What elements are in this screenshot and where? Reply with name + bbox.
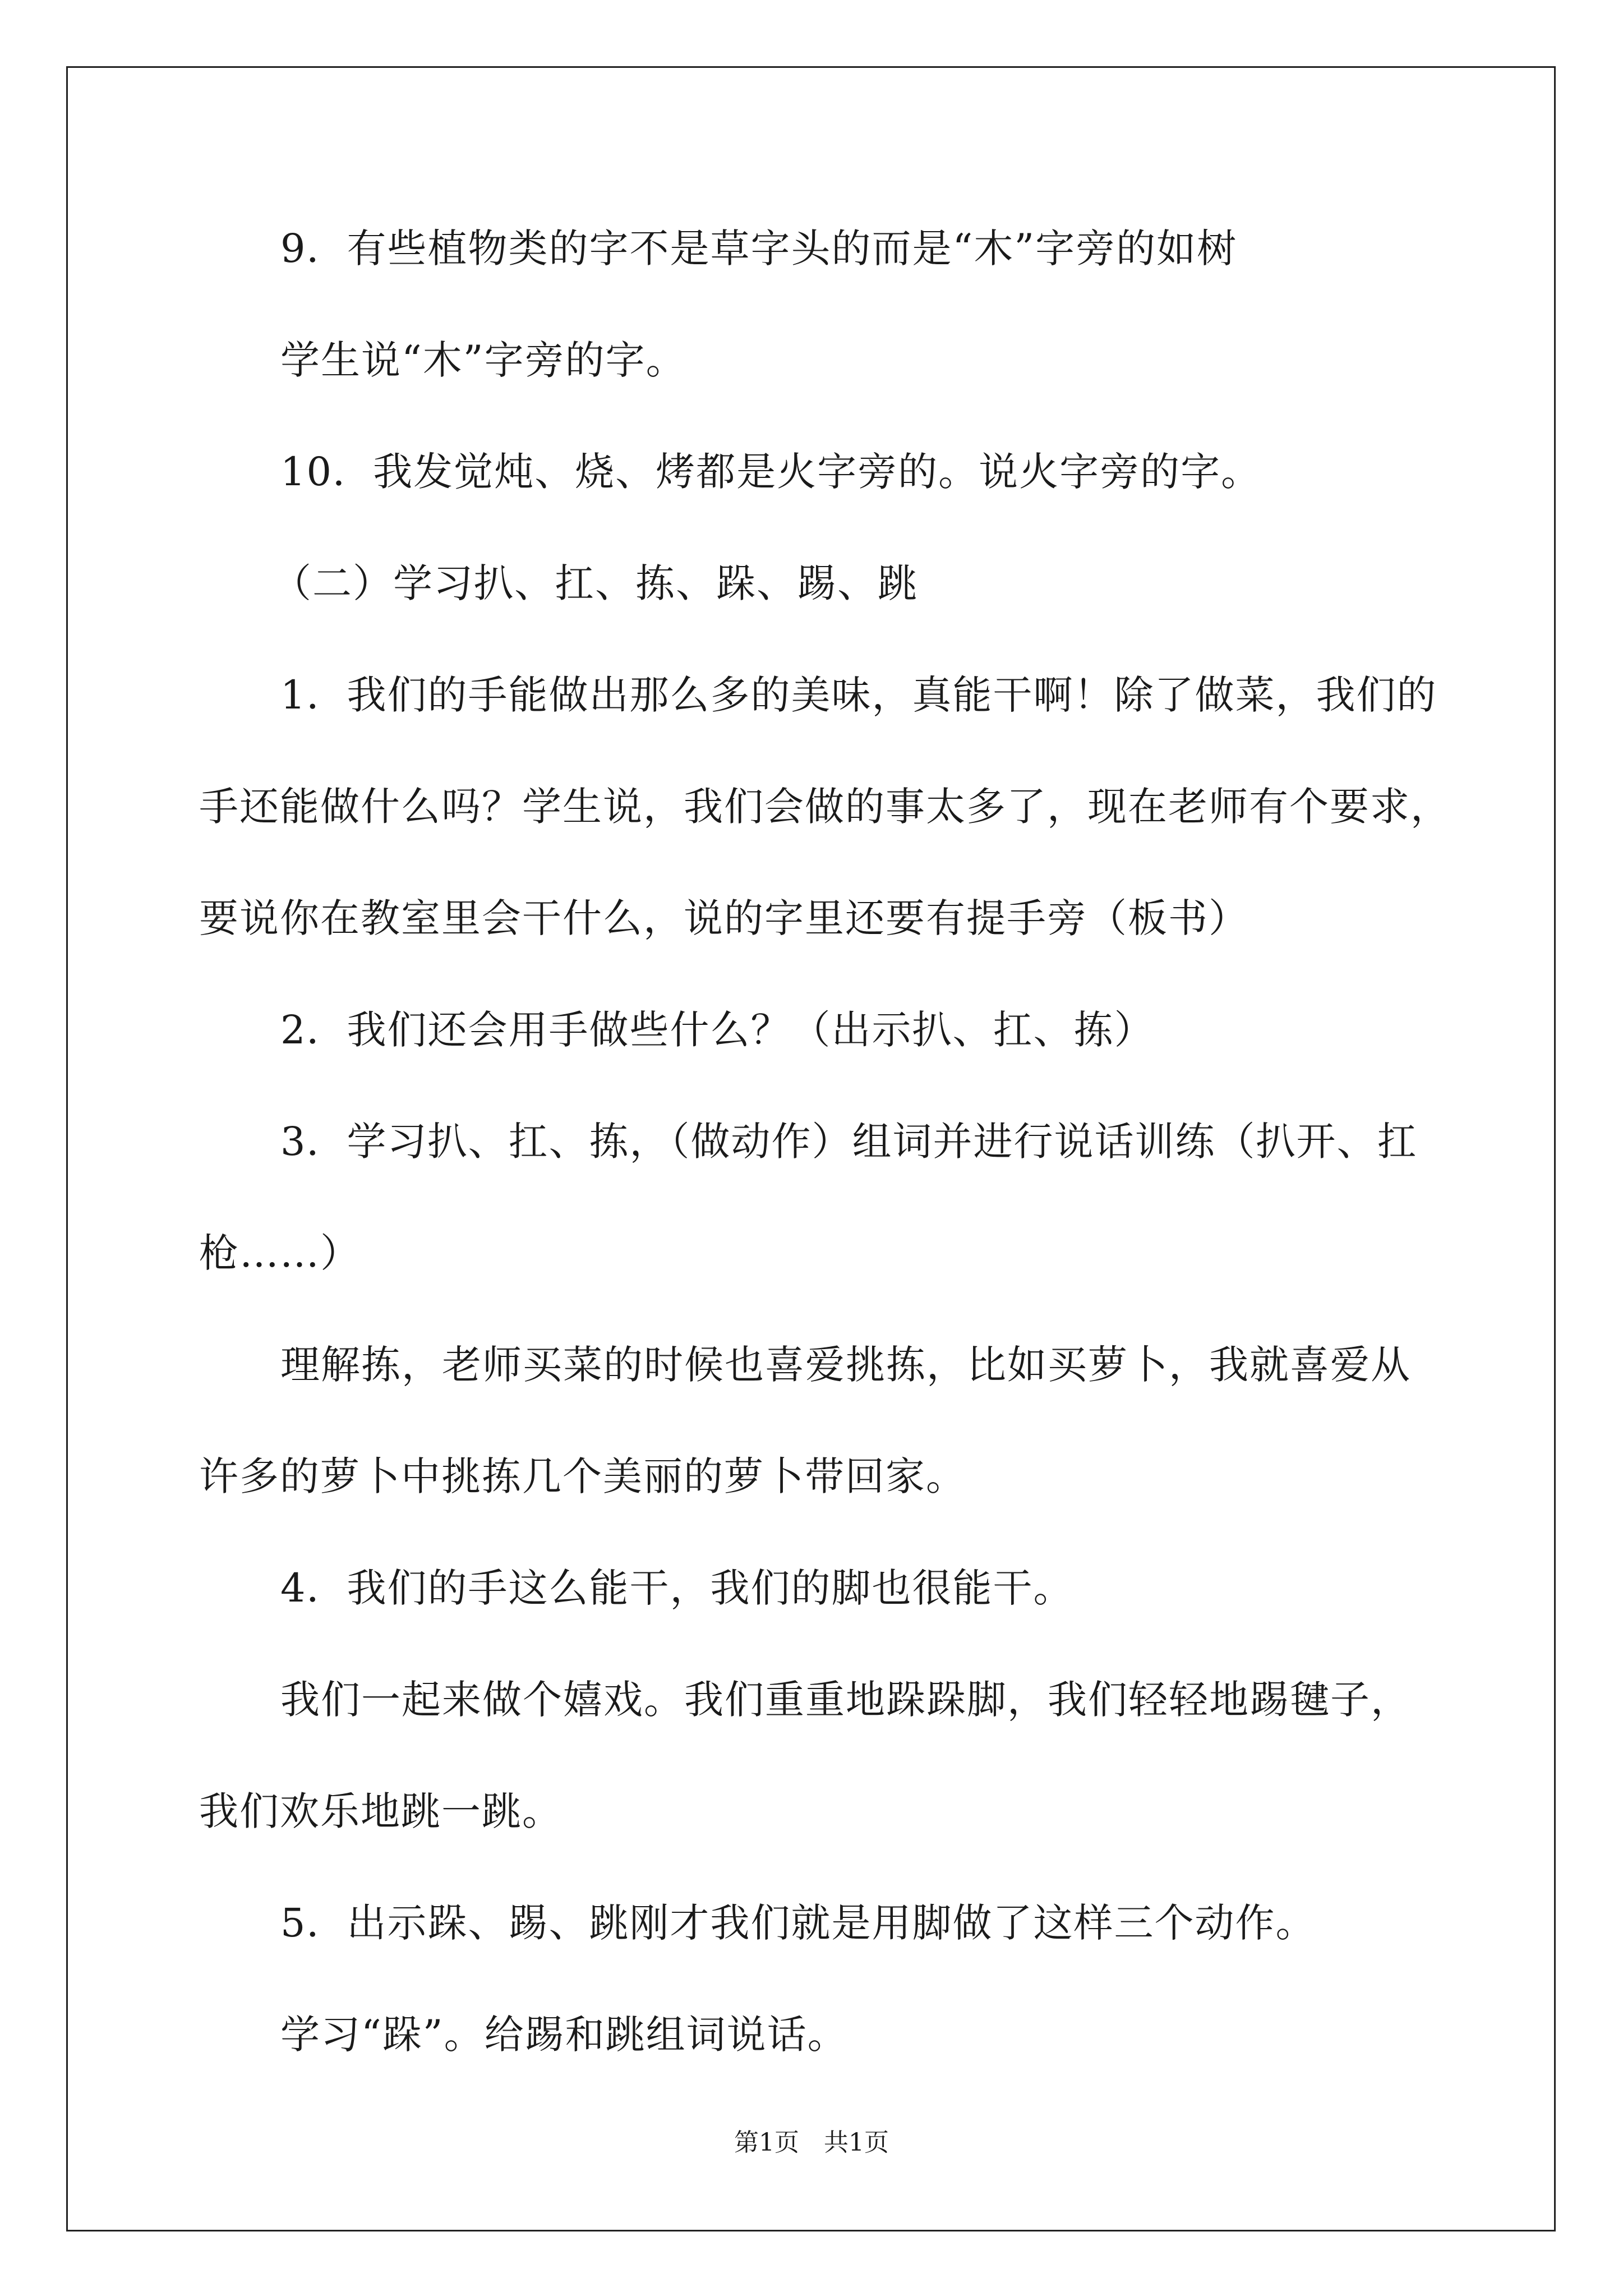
text-line: 2．我们还会用手做些什么？（出示扒、扛、拣） — [280, 1007, 1155, 1053]
text-line: 理解拣，老师买菜的时候也喜爱挑拣，比如买萝卜，我就喜爱从 — [280, 1342, 1411, 1388]
text-line: 我们一起来做个嬉戏。我们重重地跺跺脚，我们轻轻地踢毽子， — [280, 1677, 1411, 1723]
text-line: 学生说“木”字旁的字。 — [280, 337, 686, 383]
text-line: 5．出示跺、踢、跳刚才我们就是用脚做了这样三个动作。 — [280, 1900, 1316, 1946]
text-line: 4．我们的手这么能干，我们的脚也很能干。 — [280, 1565, 1074, 1611]
page-number-footer: 第1页 共1页 — [734, 2128, 889, 2157]
text-line: 枪……） — [199, 1230, 361, 1276]
text-line: （二）学习扒、扛、拣、跺、踢、跳 — [272, 560, 918, 606]
text-line: 手还能做什么吗？学生说，我们会做的事太多了，现在老师有个要求， — [199, 784, 1451, 830]
text-line: 要说你在教室里会干什么，说的字里还要有提手旁（板书） — [199, 895, 1249, 941]
text-line: 3．学习扒、扛、拣，（做动作）组词并进行说话训练（扒开、扛 — [280, 1119, 1418, 1165]
text-line: 我们欢乐地跳一跳。 — [199, 1788, 562, 1834]
text-line: 10．我发觉炖、烧、烤都是火字旁的。说火字旁的字。 — [280, 449, 1262, 495]
text-line: 9．有些植物类的字不是草字头的而是“木”字旁的如树 — [280, 226, 1238, 272]
text-line: 许多的萝卜中挑拣几个美丽的萝卜带回家。 — [199, 1453, 966, 1499]
text-line: 学习“跺”。给踢和跳组词说话。 — [280, 2012, 848, 2058]
text-line: 1．我们的手能做出那么多的美味，真能干啊！除了做菜，我们的 — [280, 672, 1437, 718]
